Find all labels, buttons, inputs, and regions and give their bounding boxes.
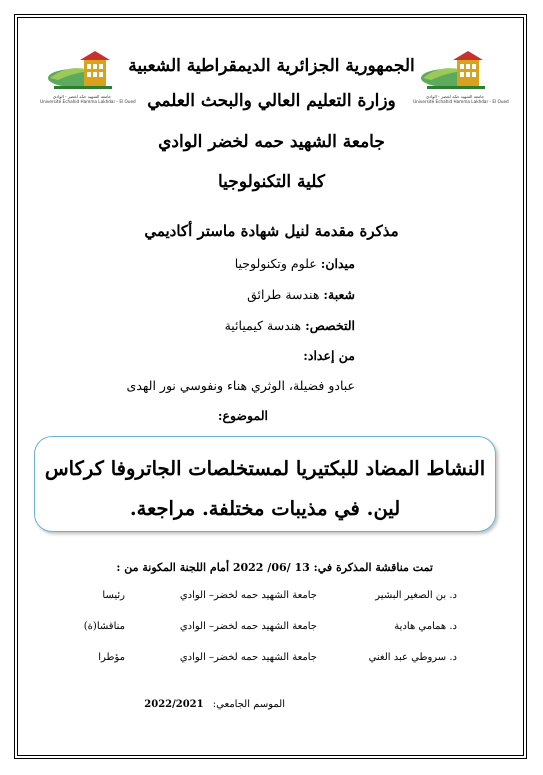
branch-value: هندسة طرائق: [247, 287, 320, 302]
jury-role: مناقشا(ة): [83, 621, 125, 632]
university-name: جامعة الشهيد حمه لخضر الوادي: [158, 132, 385, 152]
specialty-row: [225, 318, 355, 333]
academic-year-row: [144, 699, 285, 710]
jury-name: د. همامي هادية: [394, 621, 457, 632]
branch-label: شعبة:: [323, 287, 355, 302]
jury-institution: جامعة الشهيد حمه لخضر– الوادي: [179, 652, 317, 663]
logo-caption-ar: جامعة الشهيد حمّه لخضر - الوادي: [52, 94, 112, 99]
specialty-label: التخصص:: [305, 318, 355, 333]
defense-line: [116, 561, 433, 574]
academic-year-value: 2022/2021: [144, 699, 204, 710]
prepared-value: عبادو فضيلة، الوثري هناء ونفوسي نور الهدى: [126, 378, 355, 393]
defense-suffix: أمام اللجنة المكونة من :: [116, 561, 229, 574]
ministry-name: وزارة التعليم العالي والبحث العلمي: [147, 91, 396, 111]
republic-name: الجمهورية الجزائرية الديمقراطية الشعبية: [128, 56, 415, 76]
faculty-name: كلية التكنولوجيا: [218, 172, 325, 192]
defense-prefix: تمت مناقشة المذكرة في:: [313, 561, 433, 574]
prepared-row: [303, 348, 355, 363]
logo-caption-lat: Université Echahid Hamma Lakhdar - El Oued: [413, 99, 509, 104]
domain-value: علوم وتكنولوجيا: [234, 256, 317, 271]
subject-box: [34, 436, 496, 532]
jury-institution: جامعة الشهيد حمه لخضر– الوادي: [179, 590, 317, 601]
jury-institution: جامعة الشهيد حمه لخضر– الوادي: [179, 621, 317, 632]
jury-role: مؤطرا: [98, 652, 125, 663]
domain-label: ميدان:: [320, 256, 355, 271]
domain-row: [235, 256, 355, 271]
branch-row: [247, 287, 355, 302]
defense-date: 13 /06/ 2022: [232, 561, 310, 574]
memo-title: مذكرة مقدمة لنيل شهادة ماستر أكاديمي: [144, 222, 399, 240]
academic-year-label: الموسم الجامعي:: [212, 699, 285, 710]
subject-line-2: لين. في مذيبات مختلفة. مراجعة.: [129, 497, 401, 520]
jury-name: د. سروطي عبد الغني: [368, 652, 457, 663]
jury-name: د. بن الصغير البشير: [375, 590, 457, 601]
logo-caption-ar: جامعة الشهيد حمّه لخضر - الوادي: [425, 94, 485, 99]
specialty-value: هندسة كيميائية: [224, 318, 302, 333]
logo-caption-lat: Université Echahid Hamma Lakhdar - El Oued: [40, 99, 136, 104]
prepared-label: من إعداد:: [303, 348, 355, 363]
subject-label: الموضوع:: [217, 408, 268, 423]
subject-line-1: النشاط المضاد للبكتيريا لمستخلصات الجاتروفا كركاس: [44, 457, 486, 480]
jury-role: رئيسا: [102, 590, 125, 601]
